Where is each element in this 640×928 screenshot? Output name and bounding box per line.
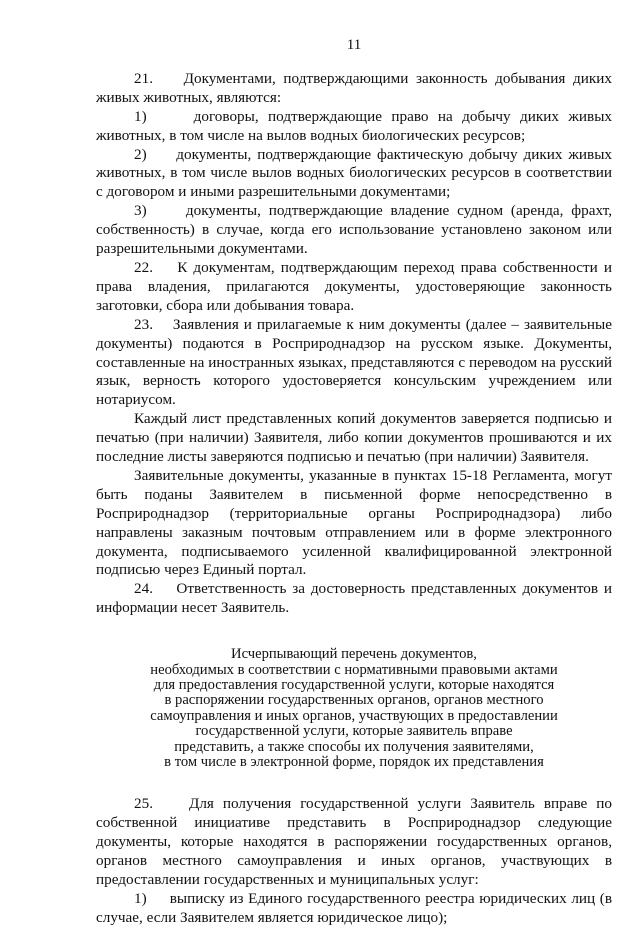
heading-line: для предоставления государственной услуги, которые находятся <box>153 677 555 693</box>
paragraph-24: 24. Ответственность за достоверность представленных документов и информации несет Заявитель. <box>96 580 612 617</box>
page-number: 11 <box>346 36 362 53</box>
list-item-21-2: 2) документы, подтверждающие фактическую добычу диких живых животных, в том числе вылов водных биологических ресурсов в соответствии с договором и иными разрешительными документами; <box>96 145 612 201</box>
heading-line: необходимых в соответствии с нормативными правовыми актами <box>150 661 558 678</box>
paragraph-23-copies: Каждый лист представленных копий документов заверяется подписью и печатью (при наличии) Заявителя, либо копии документов прошиваются и их последние листы заверяются подписью и печатью (при наличии) Заявителя. <box>96 410 612 466</box>
heading-line: представить, а также способы их получения заявителями, <box>174 738 534 755</box>
section-heading <box>126 647 582 770</box>
heading-line: Исчерпывающий перечень документов, <box>231 646 477 663</box>
heading-line: в распоряжении государственных органов, органов местного <box>164 692 544 709</box>
heading-line: государственной услуги, которые заявитель вправе <box>195 723 513 740</box>
paragraph-23-submission: Заявительные документы, указанные в пунктах 15-18 Регламента, могут быть поданы Заявителем в письменной форме непосредственно в Росприроднадзор (территориальные органы Росприроднадзора) либо направлены заказным почтовым отправлением или в форме электронного документа, подписываемого усиленной квалифицированной электронной подписью через Единый портал. <box>96 466 612 579</box>
heading-line: самоуправления и иных органов, участвующих в предоставлении <box>150 707 558 724</box>
heading-line: в том числе в электронной форме, порядок их представления <box>164 754 544 771</box>
list-item-21-1: 1) договоры, подтверждающие право на добычу диких живых животных, в том числе на вылов водных биологических ресурсов; <box>96 107 612 144</box>
paragraph-21: 21. Документами, подтверждающими законность добывания диких живых животных, являются: <box>96 69 612 106</box>
paragraph-25: 25. Для получения государственной услуги Заявитель вправе по собственной инициативе представить в Росприроднадзор следующие документы, которые находятся в распоряжении государственных органов, органов местного самоуправления и иных органов, участвующих в предоставлении государственных и муниципальных услуг: <box>96 795 612 889</box>
paragraph-23: 23. Заявления и прилагаемые к ним документы (далее – заявительные документы) подаются в Росприроднадзор на русском языке. Документы, составленные на иностранных языках, представляются с переводом на русский язык, верность которого удостоверяется консульским учреждением или нотариусом. <box>96 315 612 409</box>
list-item-25-1: 1) выписку из Единого государственного реестра юридических лиц (в случае, если Заявителем является юридическое лицо); <box>96 889 612 926</box>
list-item-21-3: 3) документы, подтверждающие владение судном (аренда, фрахт, собственность) в случае, когда его использование установлено законом или разрешительными документами. <box>96 202 612 258</box>
paragraph-22: 22. К документам, подтверждающим переход права собственности и права владения, прилагаются документы, удостоверяющие законность заготовки, сбора или добывания товара. <box>96 258 612 314</box>
